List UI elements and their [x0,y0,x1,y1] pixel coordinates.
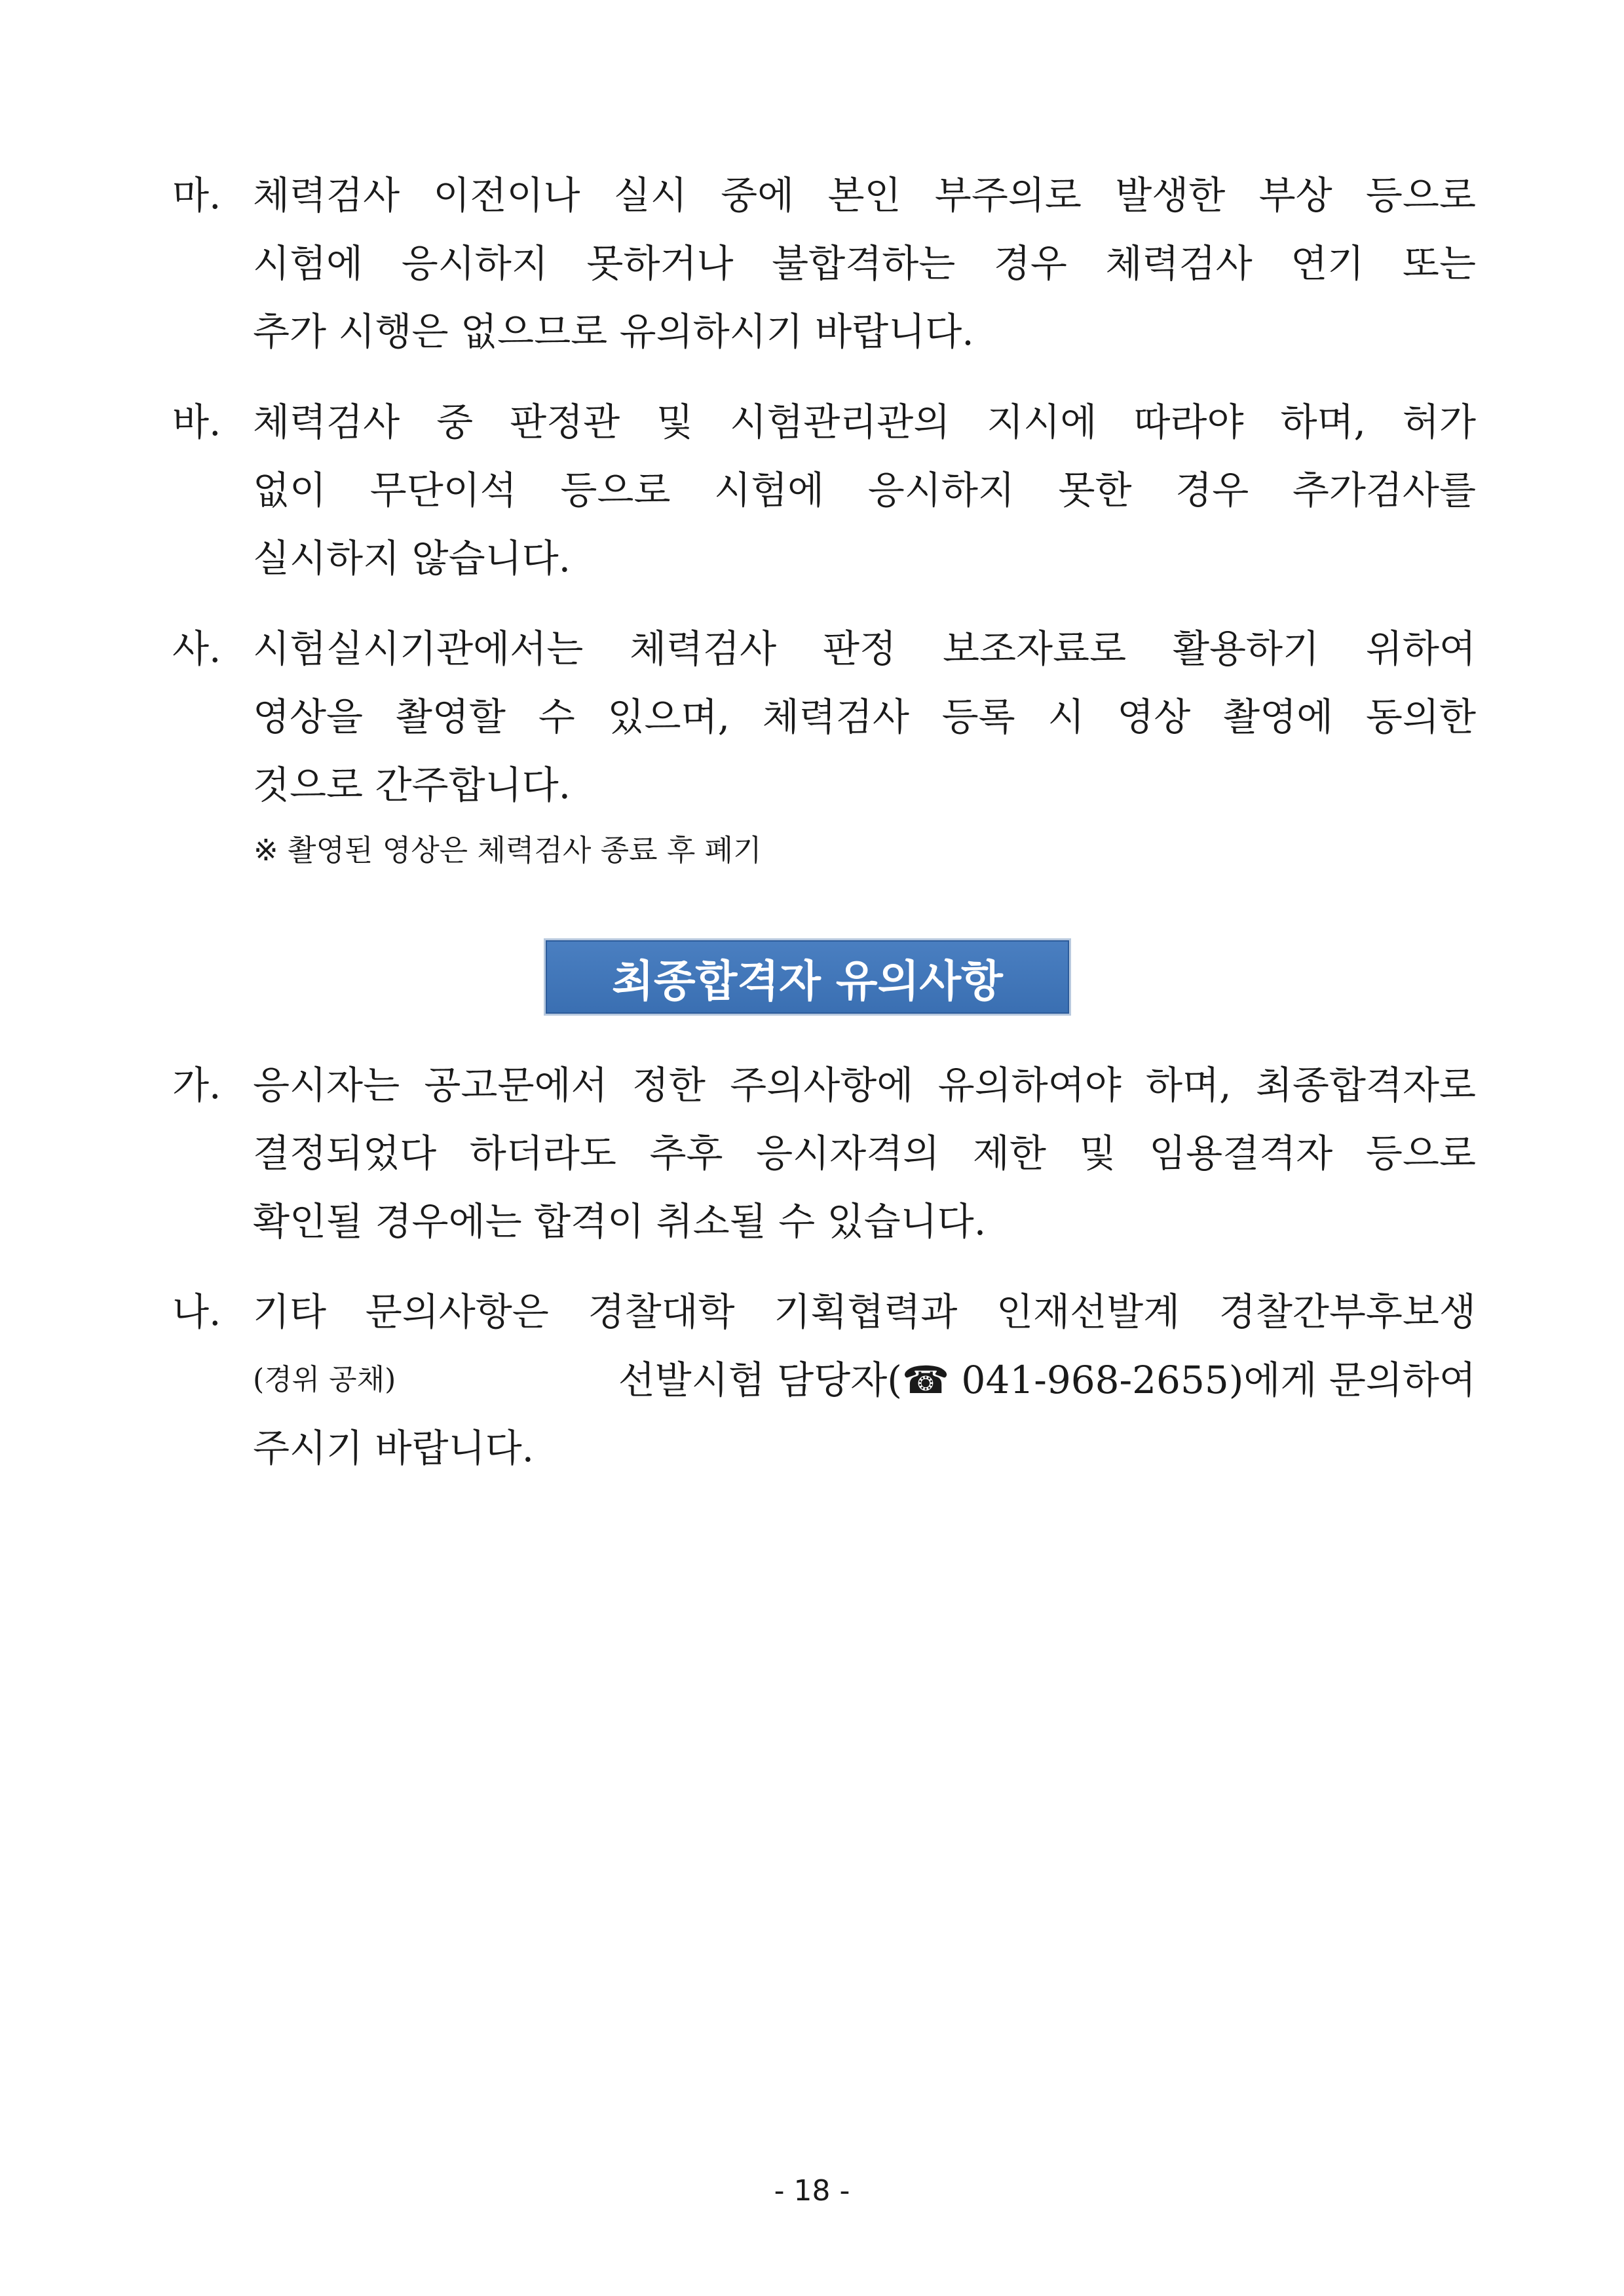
item-line: 체력검사 중 판정관 및 시험관리관의 지시에 따라야 하며, 허가 [253,400,1476,444]
item-line: 결정되었다 하더라도 추후 응시자격의 제한 및 임용결격자 등으로 [253,1131,1476,1176]
item-line: 추가 시행은 없으므로 유의하시기 바랍니다. [253,309,974,354]
section-title-banner [544,938,1071,1016]
line-contact-text: 선발시험 담당자( [618,1358,902,1402]
item-line: 없이 무단이석 등으로 시험에 응시하지 못한 경우 추가검사를 [253,468,1476,512]
item-line: 영상을 촬영할 수 있으며, 체력검사 등록 시 영상 촬영에 동의한 [253,695,1476,739]
page-number: - 18 - [774,2174,850,2208]
item-marker: 마. [172,173,221,218]
item-line: 기타 문의사항은 경찰대학 기획협력과 인재선발계 경찰간부후보생 [253,1290,1476,1334]
item-line: 것으로 간주합니다. [253,763,571,807]
item-marker: 사. [172,626,221,671]
item-line: 시험실시기관에서는 체력검사 판정 보조자료로 활용하기 위하여 [253,626,1476,671]
item-line: 실시하지 않습니다. [253,536,571,581]
line-small-prefix: (경위 공채) [253,1363,396,1396]
phone-number-text: 041-968-2655)에게 문의하여 [949,1358,1476,1402]
item-line: 응시자는 공고문에서 정한 주의사항에 유의하여야 하며, 최종합격자로 [253,1063,1476,1107]
item-line [253,1346,1476,1414]
item-line: 주시기 바랍니다. [253,1426,535,1470]
item-line: 시험에 응시하지 못하거나 불합격하는 경우 체력검사 연기 또는 [253,241,1476,286]
item-line: 확인될 경우에는 합격이 취소될 수 있습니다. [253,1199,987,1244]
line-contact [618,1346,1476,1414]
section-title: 최종합격자 유의사항 [612,955,1003,1006]
item-marker: 바. [172,400,221,444]
item-marker: 나. [172,1290,221,1334]
item-marker: 가. [172,1063,221,1107]
video-disposal-note: ※ 촬영된 영상은 체력검사 종료 후 폐기 [254,833,762,868]
phone-icon: ☎ [901,1358,950,1402]
item-line: 체력검사 이전이나 실시 중에 본인 부주의로 발생한 부상 등으로 [253,173,1476,218]
